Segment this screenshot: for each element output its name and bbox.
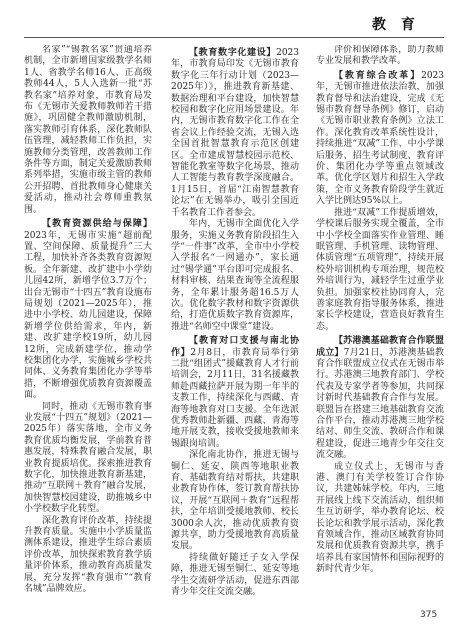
paragraph: [171, 219, 299, 333]
paragraph-text: 同时，推动《无锡市教育事业发展“十四五”规划》（2021—2025年）落实落地，全市义务教育优质均衡发展，学前教育普惠发展，特殊教育融合发展，职业教育提质培优。探索推进教育数字化，加快推进教育新基建，推动“互联网＋教育”融合发展，加快智慧校园建设，助推城乡中小学校数字化转型。: [24, 401, 152, 515]
paragraph: [24, 219, 152, 402]
paragraph-text: 2023年，无锡市推进依法治教，加强教育督导和法治建设，完成《无锡市教育督导条例》修订，启动《无锡市职业教育条例》立法工作。深化教育改革系统性设计，持续推进“双减”工作、中小学课后服务、招生考试制度、教育评价、集团化办学等重点领域改革。优化学区划片和招生入学政策，全市义务教育阶段学生就近入学比例达95%以上。: [316, 70, 444, 207]
paragraph: [171, 553, 299, 597]
paragraph: [24, 45, 152, 216]
text-column-1: [24, 45, 152, 597]
section-heading: 【教育数字化建设】: [189, 48, 277, 58]
paragraph: [316, 336, 444, 461]
paragraph: [171, 450, 299, 553]
paragraph-text: 推进“双减”工作提质增效，学校课后服务实现全覆盖，全市中小学校全面落实作业管理、睡眠管理、手机管理、读物管理、体质管理“五项管理”，持续开展校外培训机构专项治理，规范校外培训行为，减轻学生过重学业负担。加强家校社协同育人，完善家庭教育指导服务体系，推进家长学校建设，营造良好教育生态。: [316, 207, 444, 332]
paragraph-text: 成立仪式上，无锡市与香港、澳门有关学校签订合作协议，共建姊妹学校。年内，三地开展线上线下交流活动，组织师生互访研学，举办教育论坛、校长论坛和教学展示活动，深化教育领域合作，推动区域教育协同发展和优质教育资源共享，携手培养具有家国情怀和国际视野的新时代青少年。: [316, 461, 444, 575]
paragraph: [24, 516, 152, 596]
paragraph: [316, 462, 444, 576]
section-heading: 【教育综合改革】: [334, 70, 422, 81]
section-heading: 【苏港澳基础教育合作联盟成立】: [316, 336, 444, 358]
page-number: 375: [420, 610, 438, 620]
paragraph: [316, 45, 444, 68]
text-column-2: [171, 45, 299, 597]
paragraph-text: 2023年，市教育局印发《无锡市教育数字化三年行动计划（2023—2025年）》，推进教育新基建、数据治理和平台建设，加快智慧校园和数字化应用场景建设。年内，无锡市教育数字化工作在全省会议上作经验交流，无锡入选全国首批智慧教育示范区创建区。全市建成智慧校园示范校、智能化教室等数字化场景，推动人工智能与教育教学深度融合。1月15日，首届“江南智慧教育论坛”在无锡举办，吸引全国近千名教育工作者参会。: [171, 48, 299, 218]
paragraph: [316, 71, 444, 208]
paragraph: [24, 402, 152, 516]
paragraph-text: 深化教育评价改革，持续提升教育质量。实施中小学质量监测体系建设，推进学生综合素质评价改革，加快探索教育教学质量评价体系，推动教育高质量发展，充分发挥“教育强市”“教育名城”品牌效应。: [24, 515, 152, 595]
paragraph-text: 2月8日，市教育局举行第二批“组团式”援藏教育人才行前培训会，2月11日，31名援藏教师赴西藏拉萨开展为期一年半的支教工作，持续深化与西藏、青海等地教育对口支援。全年选派优秀教师赴新疆、西藏、青海等地开展支教，接收受援地教师来锡跟岗培训。: [171, 347, 299, 449]
header-divider: [24, 37, 444, 38]
paragraph-text: 评价和保障体系，助力教师专业发展和教学改革。: [316, 45, 444, 67]
paragraph-text: 7月21日，苏港澳基础教育合作联盟成立仪式在无锡市举行。苏港澳三地教育部门、学校代表及专家学者等参加，共同探讨新时代基础教育合作与发展。联盟旨在搭建三地基础教育交流合作平台，推动苏港澳三地学校结对、师生交流、教研合作和课程建设，促进三地青少年交往交流交融。: [316, 347, 444, 461]
text-column-3: [316, 45, 444, 597]
section-title: 教 育: [372, 17, 420, 33]
paragraph: [171, 336, 299, 450]
paragraph-text: 名家”“锡教名家”贯通培养机制，全市新增国家级教学名师1人、省教学名师16人、正高级教师44人，5人入选新一批“苏教名家”培养对象，市教育局发布《无锡市关爱教师教师若干措施》，巩固健全教师激励机制，落实教师引育体系，深化教师队伍管理，减轻教师工作负担，实施教师分类管理，改善教师工作条件等方面，制定关爱激励教师系列举措，实施市级主管的教师公开招聘、首批教师身心健康关爱活动，推动社会尊师重教氛围。: [24, 45, 152, 215]
paragraph: [171, 48, 299, 219]
section-heading: 【教育资源供给与保障】: [42, 219, 152, 230]
section-heading: 【教育对口支援与南北协作】: [171, 336, 299, 358]
paragraph-text: 年内，无锡市全面优化入学服务，实施义务教育阶段招生入学“一件事”改革，全市中小学校入学报名“一网通办”，家长通过“锡学通”平台即可完成报名、材料审核、结果查询等全流程服务，全年累计服务超16.5万人次。优化数字教材和数字资源供给，打造优质数字教育资源库，推进“名师空中课堂”建设。: [171, 219, 299, 332]
paragraph-text: 2023年，无锡市实施“超前配置、空间保障、质量提升”三大工程，加快补齐各类教育资源短板。全年新建、改扩建中小学幼儿园42所，新增学位3.7万个；出台无锡市“十四五”教育设施布局规划（2021—2025年），推进中小学校、幼儿园建设，保障新增学位供给需求，年内，新建、改扩建学校19所，幼儿园12所，完成新建学位，推动学校集团化办学，实施城乡学校共同体、义务教育集团化办学等举措，不断增强优质教育资源覆盖面。: [24, 230, 152, 401]
paragraph-text: 深化南北协作，推进无锡与铜仁、延安、陕西等地职业教育、基础教育结对帮扶，共建职业教育协作体，签订教育帮扶协议，开展“互联网＋教育”远程帮扶，全年培训受援地教师、校长3000余人次，推动优质教育资源共享，助力受援地教育高质量发展。: [171, 450, 299, 552]
paragraph: [316, 208, 444, 333]
paragraph-text: 持续做好随迁子女入学保障，推进无锡至铜仁、延安等地学生交流研学活动，促进东西部青少年交往交流交融。: [171, 552, 299, 597]
